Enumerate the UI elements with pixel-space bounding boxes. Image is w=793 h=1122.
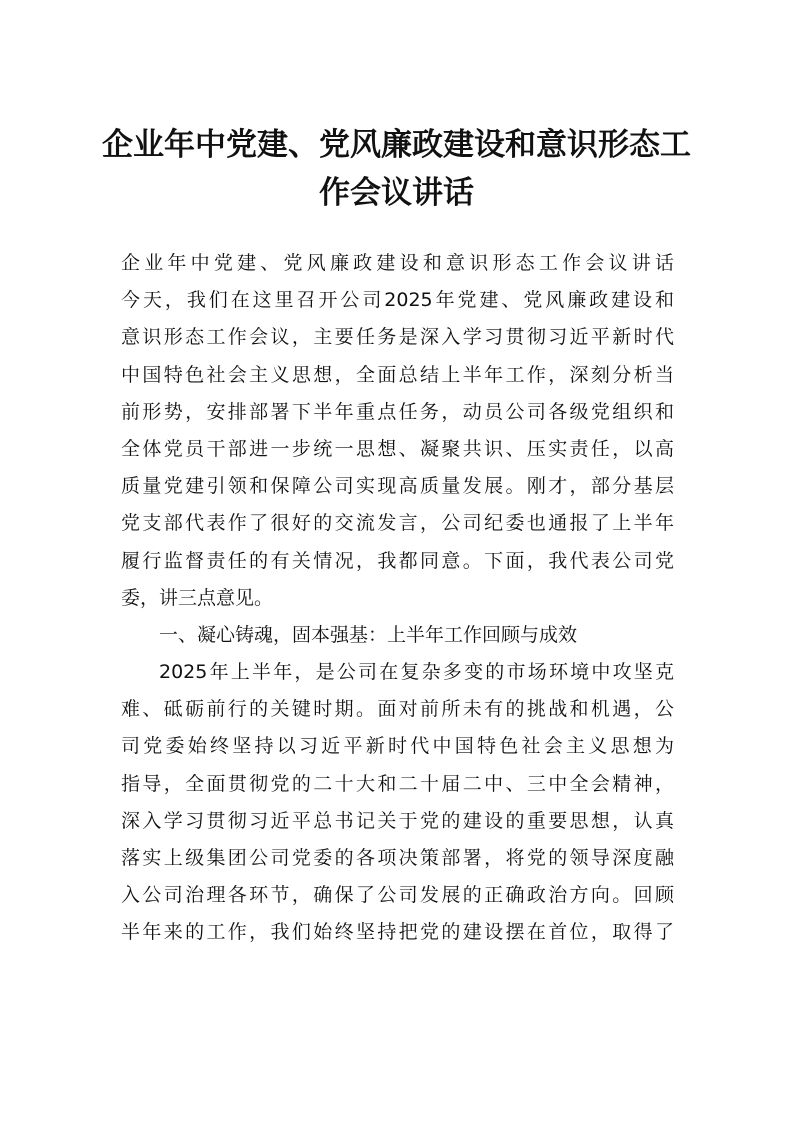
section-heading-1: 一、凝心铸魂，固本强基：上半年工作回顾与成效: [159, 623, 578, 646]
body-line: 深入学习贯彻习近平总书记关于党的建设的重要思想，认真: [121, 809, 674, 832]
document-title-line-2: 作会议讲话: [319, 175, 474, 211]
body-line: 质量党建引领和保障公司实现高质量发展。刚才，部分基层: [121, 475, 674, 498]
body-line: 司党委始终坚持以习近平新时代中国特色社会主义思想为: [121, 735, 674, 758]
body-line: 指导，全面贯彻党的二十大和二十届二中、三中全会精神，: [121, 772, 674, 795]
body-line: 全体党员干部进一步统一思想、凝聚共识、压实责任，以高: [121, 437, 674, 460]
body-line: 党支部代表作了很好的交流发言，公司纪委也通报了上半年: [121, 512, 674, 535]
document-body: [121, 245, 674, 952]
body-line: 企业年中党建、党风廉政建设和意识形态工作会议讲话: [121, 252, 674, 274]
body-line: 落实上级集团公司党委的各项决策部署，将党的领导深度融: [121, 847, 674, 869]
body-line: 今天，我们在这里召开公司2025年党建、党风廉政建设和: [121, 289, 674, 312]
body-line: 难、砥砺前行的关键时期。面对前所未有的挑战和机遇，公: [121, 698, 674, 721]
body-line: 入公司治理各环节，确保了公司发展的正确政治方向。回顾: [121, 884, 674, 907]
document-title-line-1: 企业年中党建、党风廉政建设和意识形态工: [102, 127, 691, 163]
body-line: 半年来的工作，我们始终坚持把党的建设摆在首位，取得了: [121, 921, 674, 944]
body-line: 2025年上半年，是公司在复杂多变的市场环境中攻坚克: [159, 661, 674, 684]
body-line: 中国特色社会主义思想，全面总结上半年工作，深刻分析当: [121, 363, 674, 386]
body-line: 委，讲三点意见。: [121, 586, 274, 609]
body-line: 前形势，安排部署下半年重点任务，动员公司各级党组织和: [121, 400, 674, 423]
body-line: 意识形态工作会议，主要任务是深入学习贯彻习近平新时代: [121, 326, 674, 349]
body-line: 履行监督责任的有关情况，我都同意。下面，我代表公司党: [121, 549, 674, 572]
